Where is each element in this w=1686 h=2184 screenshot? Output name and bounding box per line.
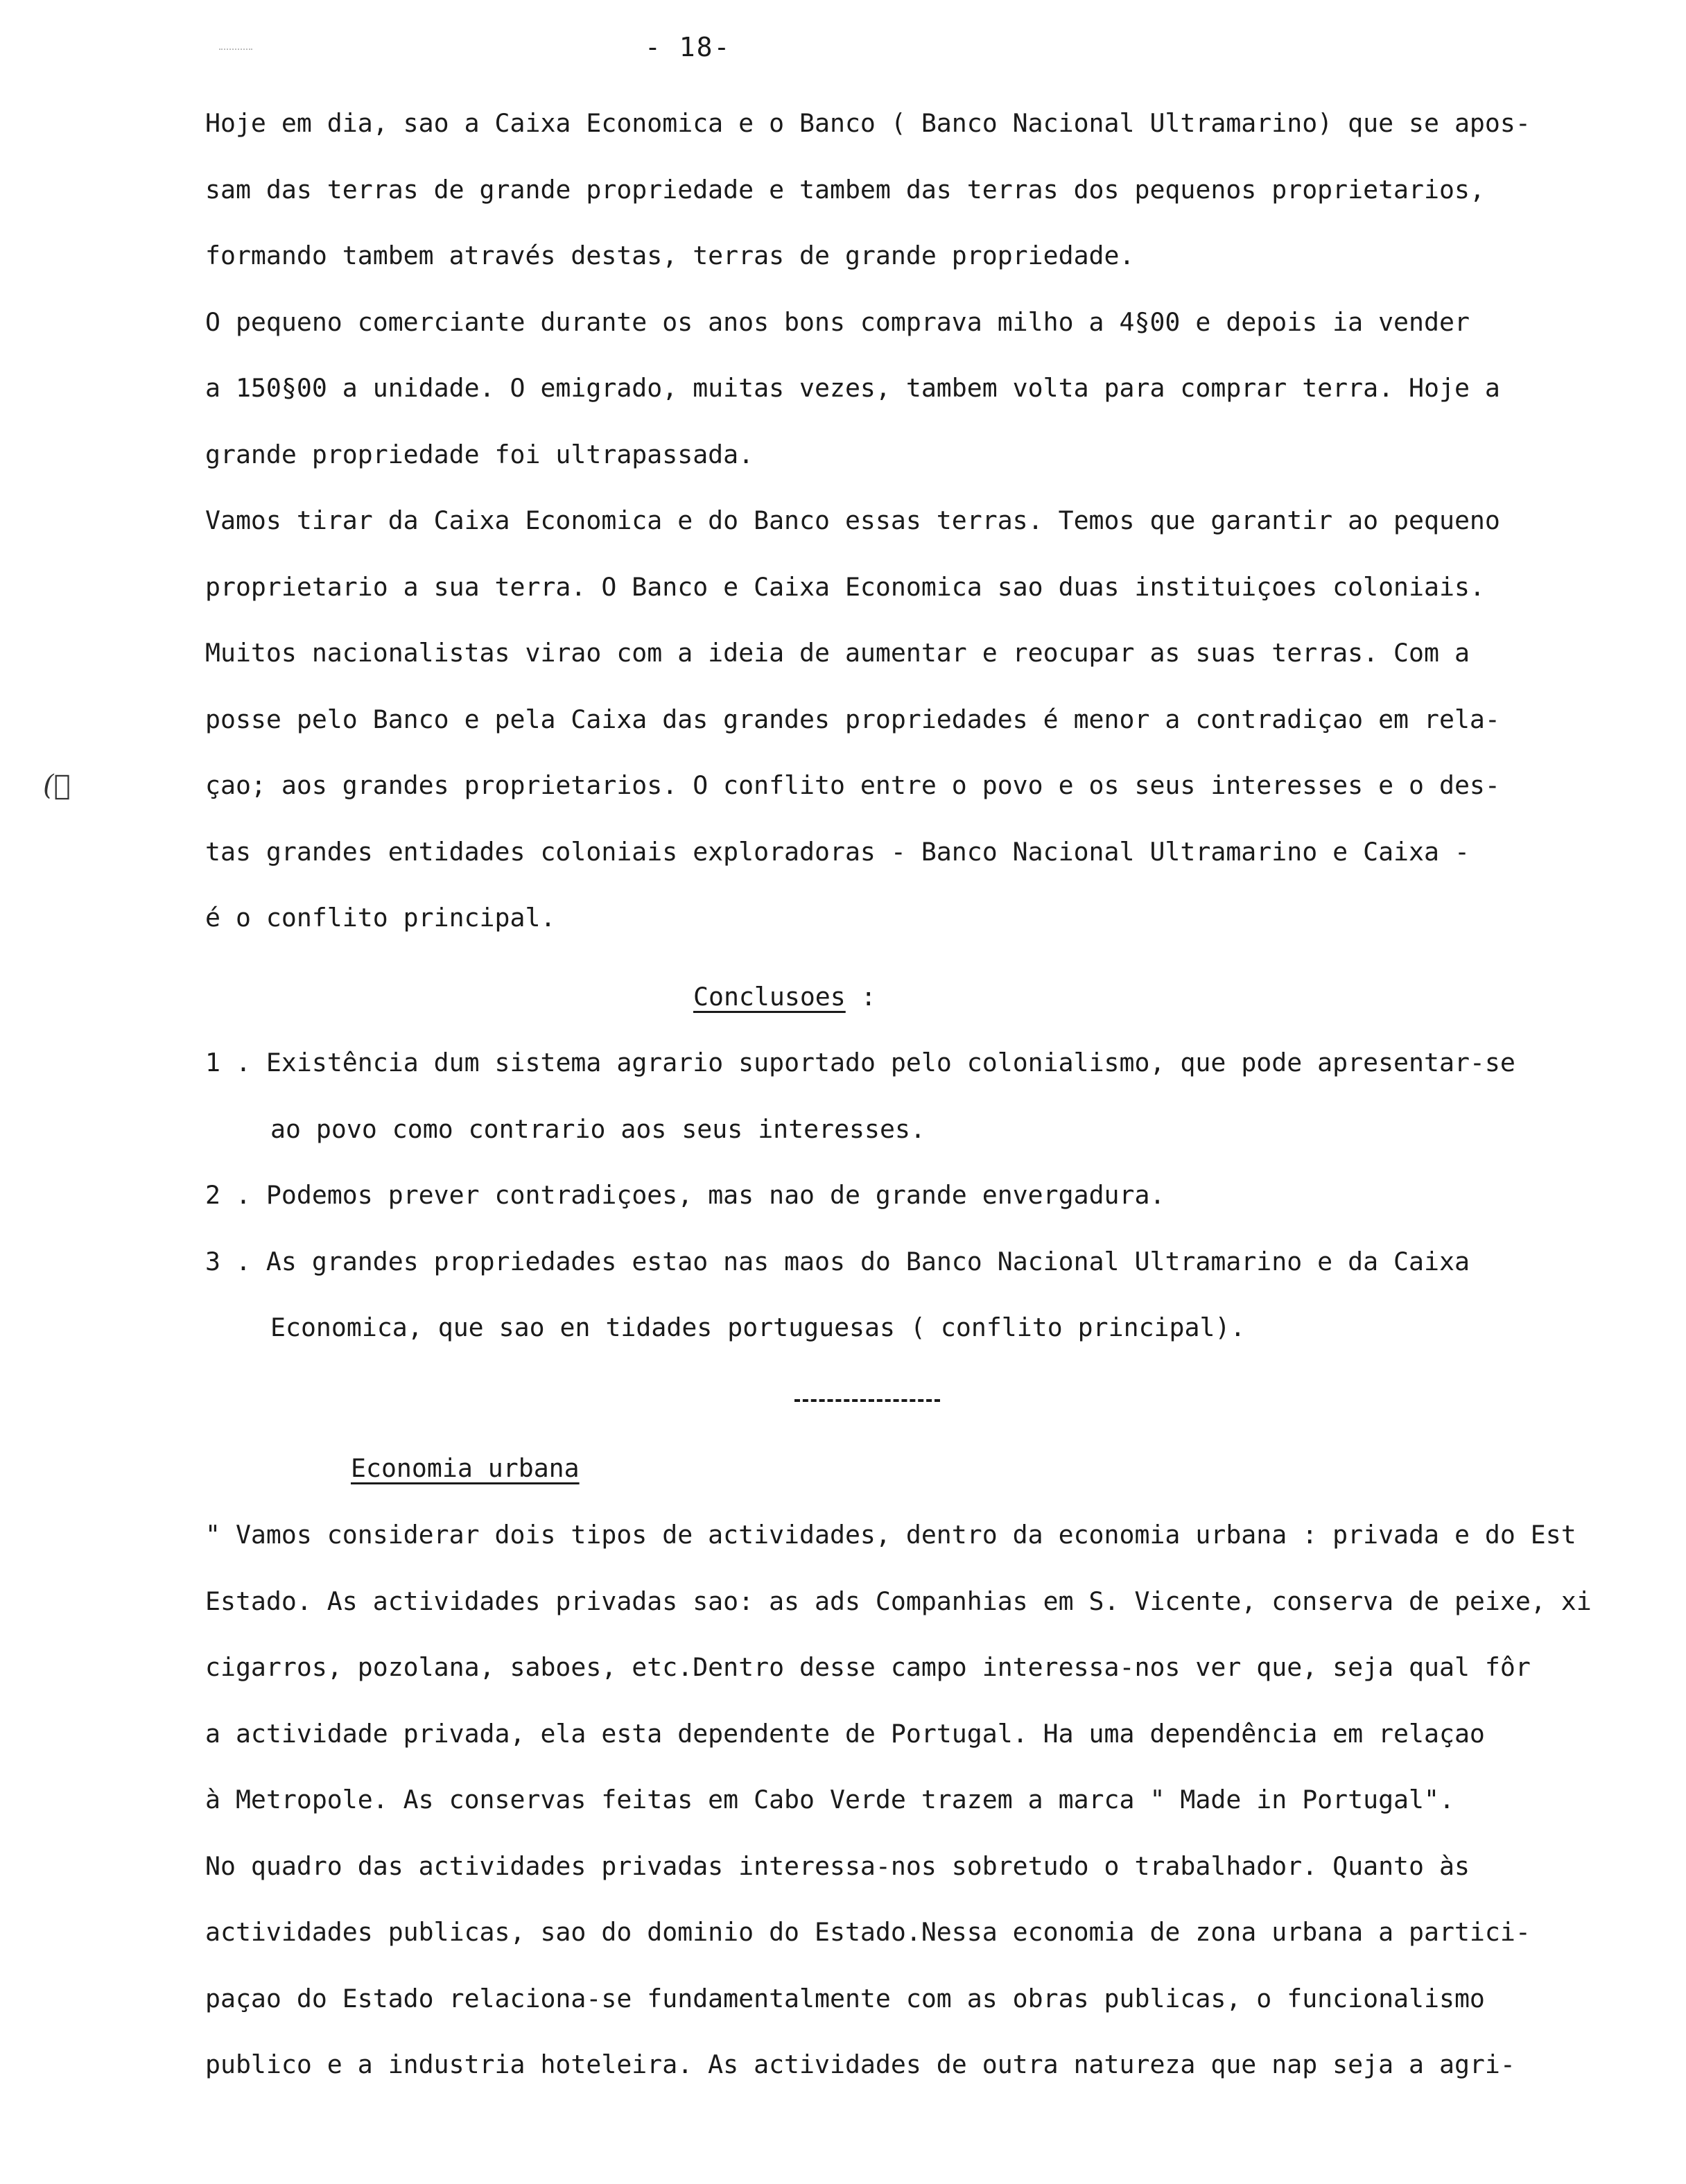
text-line: Estado. As actividades privadas sao: as ads Companhias em S. Vicente, conserva de peixe, xi — [205, 1586, 1592, 1616]
text-line: sam das terras de grande propriedade e tambem das terras dos pequenos proprietarios, — [205, 174, 1485, 205]
conclusions-heading — [693, 964, 876, 1030]
conclusion-text-continued: Economica, que sao en tidades portuguesas ( conflito principal). — [270, 1312, 1246, 1342]
text-line: No quadro das actividades privadas interessa-nos sobretudo o trabalhador. Quanto às — [205, 1851, 1470, 1881]
conclusion-marker: 2 . — [205, 1180, 251, 1210]
text-line: tas grandes entidades coloniais exploradoras - Banco Nacional Ultramarino e Caixa - — [205, 836, 1470, 867]
conclusion-text-continued: ao povo como contrario aos seus interesses. — [270, 1113, 925, 1144]
text-line: à Metropole. As conservas feitas em Cabo Verde trazem a marca " Made in Portugal". — [205, 1785, 1454, 1814]
text-line: publico e a industria hoteleira. As actividades de outra natureza que nap seja a agri- — [205, 2049, 1515, 2079]
text-line: proprietario a sua terra. O Banco e Caixa Economica sao duas instituiçoes coloniais. — [205, 571, 1485, 602]
text-line: cigarros, pozolana, saboes, etc.Dentro desse campo interessa-nos ver que, seja qual fôr — [205, 1652, 1531, 1682]
handwritten-margin-mark: ( ٍ — [43, 770, 80, 801]
conclusion-item — [205, 1229, 1515, 1361]
paragraph-urban-economy — [205, 1502, 1686, 2098]
conclusion-text: Podemos prever contradiçoes, mas nao de grande envergadura. — [266, 1180, 1165, 1210]
conclusions-heading-colon: : — [845, 982, 876, 1012]
conclusions-heading-text: Conclusoes — [693, 982, 846, 1012]
text-line: posse pelo Banco e pela Caixa das grandes propriedades é menor a contradiçao em rela- — [205, 704, 1500, 734]
paragraph-agrarian — [205, 90, 1661, 951]
text-line: formando tambem através destas, terras de grande propriedade. — [205, 241, 1135, 270]
conclusion-item — [205, 1030, 1515, 1162]
text-line: Hoje em dia, sao a Caixa Economica e o Banco ( Banco Nacional Ultramarino) que se apos- — [205, 108, 1531, 138]
scan-artifact-mark — [219, 49, 252, 52]
section-separator — [794, 1399, 940, 1402]
conclusion-text: As grandes propriedades estao nas maos do Banco Nacional Ultramarino e da Caixa — [266, 1246, 1470, 1276]
text-line: a 150§00 a unidade. O emigrado, muitas vezes, tambem volta para comprar terra. Hoje a — [205, 373, 1500, 403]
text-line: çao; aos grandes proprietarios. O conflito entre o povo e os seus interesses e o des- — [205, 770, 1500, 800]
section-heading-economia-urbana: Economia urbana — [351, 1453, 580, 1483]
text-line: Vamos tirar da Caixa Economica e do Banco essas terras. Temos que garantir ao pequeno — [205, 505, 1500, 535]
text-line: a actividade privada, ela esta dependente de Portugal. Ha uma dependência em relaçao — [205, 1718, 1485, 1749]
text-line: é o conflito principal. — [205, 903, 556, 933]
text-line: " Vamos considerar dois tipos de actividades, dentro da economia urbana : privada e do Est — [205, 1520, 1576, 1550]
text-line: actividades publicas, sao do dominio do Estado.Nessa economia de zona urbana a partici- — [205, 1917, 1531, 1947]
text-line: Muitos nacionalistas virao com a ideia de aumentar e reocupar as suas terras. Com a — [205, 638, 1470, 668]
page-number: - 18- — [645, 32, 731, 62]
conclusions-list — [205, 1030, 1515, 1361]
conclusion-item — [205, 1162, 1515, 1229]
text-line: paçao do Estado relaciona-se fundamentalmente com as obras publicas, o funcionalismo — [205, 1983, 1485, 2013]
conclusion-marker: 3 . — [205, 1246, 251, 1276]
text-line: O pequeno comerciante durante os anos bons comprava milho a 4§00 e depois ia vender — [205, 306, 1470, 337]
text-line: grande propriedade foi ultrapassada. — [205, 439, 754, 469]
conclusion-marker: 1 . — [205, 1048, 251, 1077]
conclusion-text: Existência dum sistema agrario suportado pelo colonialismo, que pode apresentar-se — [266, 1048, 1515, 1077]
